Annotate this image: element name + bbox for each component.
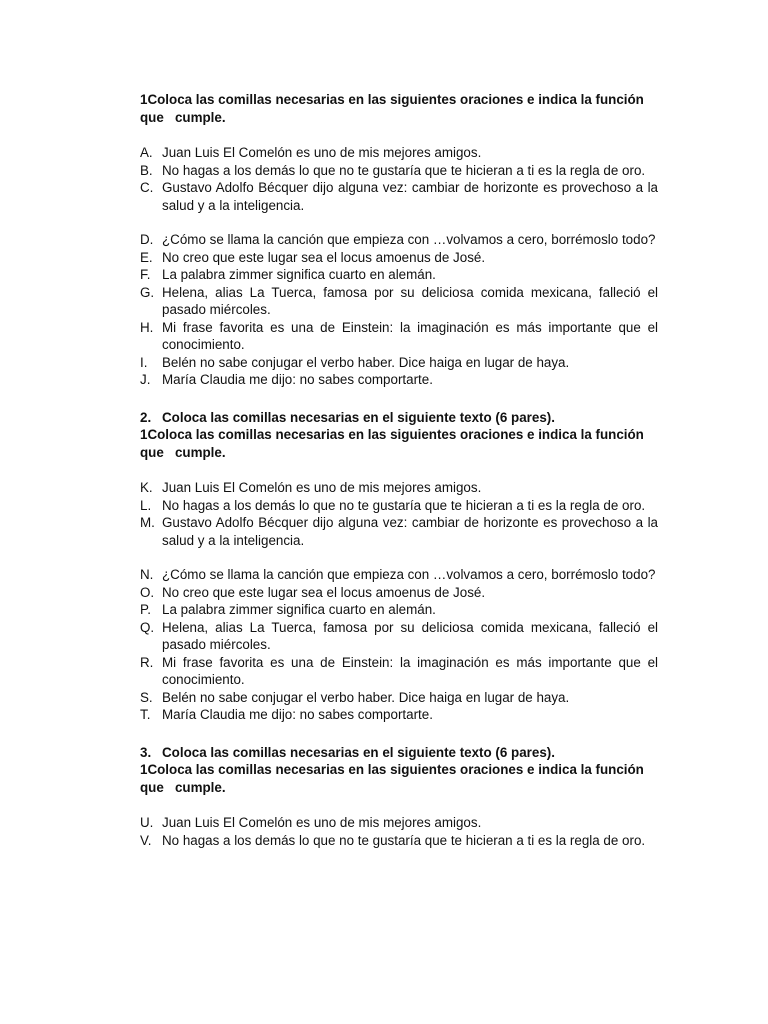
item-letter: D.: [140, 232, 154, 247]
exercise-heading: [140, 426, 658, 461]
exercise-section: [140, 91, 658, 409]
document-body: [140, 91, 658, 849]
item-text: No creo que este lugar sea el locus amoenus de José.: [162, 249, 486, 265]
spacer: [140, 126, 658, 144]
exercise-number: 3.: [140, 744, 152, 760]
item-text: María Claudia me dijo: no sabes comportarte.: [162, 372, 433, 387]
sentence-list: [140, 814, 658, 849]
item-letter: A.: [140, 145, 153, 160]
item-letter: R.: [140, 654, 154, 670]
exercise-heading: [140, 744, 658, 762]
sentence-item: [140, 619, 658, 654]
item-text: María Claudia me dijo: no sabes comportarte.: [162, 707, 433, 722]
spacer: [140, 549, 658, 566]
exercise-heading-text: Coloca las comillas necesarias en el siguiente texto (6 pares).: [162, 744, 555, 760]
item-letter: V.: [140, 832, 152, 848]
sentence-item: [140, 249, 658, 267]
item-letter: T.: [140, 707, 151, 722]
item-letter: H.: [140, 319, 154, 335]
item-text: Belén no sabe conjugar el verbo haber. Dice haiga en lugar de haya.: [162, 689, 570, 705]
sentence-item: [140, 179, 658, 214]
item-letter: O.: [140, 584, 155, 600]
exercise-heading: [140, 761, 658, 796]
sentence-item: [140, 689, 658, 707]
item-letter: S.: [140, 689, 153, 705]
item-text: La palabra zimmer significa cuarto en alemán.: [162, 267, 436, 282]
item-letter: Q.: [140, 619, 155, 635]
sentence-list: [140, 144, 658, 214]
item-text: No hagas a los demás lo que no te gustaría que te hicieran a ti es la regla de oro.: [162, 162, 646, 178]
spacer: [140, 796, 658, 814]
item-text: La palabra zimmer significa cuarto en alemán.: [162, 602, 436, 617]
spacer: [140, 461, 658, 479]
section-spacer: [140, 724, 658, 744]
exercise-heading: [140, 409, 658, 427]
sentence-item: [140, 706, 658, 724]
item-text: Juan Luis El Comelón es uno de mis mejores amigos.: [162, 480, 482, 495]
item-letter: C.: [140, 180, 154, 195]
sentence-item: [140, 584, 658, 602]
item-letter: I.: [140, 354, 148, 370]
item-text: No hagas a los demás lo que no te gustaría que te hicieran a ti es la regla de oro.: [162, 497, 646, 513]
sentence-item: [140, 479, 658, 497]
sentence-item: [140, 144, 658, 162]
exercise-heading-text: 1Coloca las comillas necesarias en las siguientes oraciones e indica la función que cumple.: [140, 762, 648, 795]
item-text: Helena, alias La Tuerca, famosa por su deliciosa comida mexicana, falleció el pasado miércoles.: [162, 619, 658, 652]
spacer: [140, 214, 658, 231]
item-letter: B.: [140, 162, 153, 178]
exercise-section: [140, 744, 658, 850]
sentence-item: [140, 832, 658, 850]
item-letter: F.: [140, 267, 151, 282]
item-letter: N.: [140, 567, 154, 582]
item-letter: P.: [140, 602, 151, 617]
sentence-item: [140, 284, 658, 319]
item-text: Mi frase favorita es una de Einstein: la imaginación es más importante que el conocimiento.: [162, 654, 658, 687]
item-letter: M.: [140, 515, 155, 530]
sentence-item: [140, 497, 658, 515]
sentence-item: [140, 514, 658, 549]
item-text: No creo que este lugar sea el locus amoenus de José.: [162, 584, 486, 600]
sentence-item: [140, 654, 658, 689]
item-text: Belén no sabe conjugar el verbo haber. Dice haiga en lugar de haya.: [162, 354, 570, 370]
sentence-item: [140, 162, 658, 180]
exercise-heading-text: 1Coloca las comillas necesarias en las siguientes oraciones e indica la función que cumple.: [140, 92, 648, 125]
exercise-heading-text: 1Coloca las comillas necesarias en las siguientes oraciones e indica la función que cumple.: [140, 427, 648, 460]
sentence-item: [140, 601, 658, 619]
item-letter: G.: [140, 284, 155, 300]
sentence-list: [140, 479, 658, 549]
section-spacer: [140, 389, 658, 409]
item-text: Gustavo Adolfo Bécquer dijo alguna vez: cambiar de horizonte es provechoso a la salud y a la inteligencia.: [162, 515, 658, 548]
sentence-item: [140, 319, 658, 354]
item-letter: J.: [140, 372, 151, 387]
exercise-section: [140, 409, 658, 744]
item-letter: K.: [140, 480, 153, 495]
item-text: Mi frase favorita es una de Einstein: la imaginación es más importante que el conocimiento.: [162, 319, 658, 352]
item-text: Juan Luis El Comelón es uno de mis mejores amigos.: [162, 815, 482, 830]
item-text: No hagas a los demás lo que no te gustaría que te hicieran a ti es la regla de oro.: [162, 832, 646, 848]
sentence-item: [140, 566, 658, 584]
item-text: Juan Luis El Comelón es uno de mis mejores amigos.: [162, 145, 482, 160]
item-letter: E.: [140, 249, 153, 265]
sentence-list: [140, 231, 658, 389]
sentence-item: [140, 231, 658, 249]
exercise-heading: [140, 91, 658, 126]
exercise-heading-text: Coloca las comillas necesarias en el siguiente texto (6 pares).: [162, 409, 555, 425]
sentence-item: [140, 266, 658, 284]
item-text: Gustavo Adolfo Bécquer dijo alguna vez: cambiar de horizonte es provechoso a la salud y a la inteligencia.: [162, 180, 658, 213]
exercise-number: 2.: [140, 409, 152, 425]
item-letter: U.: [140, 815, 154, 830]
sentence-item: [140, 371, 658, 389]
sentence-item: [140, 814, 658, 832]
sentence-list: [140, 566, 658, 724]
item-text: ¿Cómo se llama la canción que empieza con …volvamos a cero, borrémoslo todo?: [162, 567, 656, 582]
item-text: ¿Cómo se llama la canción que empieza con …volvamos a cero, borrémoslo todo?: [162, 232, 656, 247]
sentence-item: [140, 354, 658, 372]
item-letter: L.: [140, 497, 152, 513]
item-text: Helena, alias La Tuerca, famosa por su deliciosa comida mexicana, falleció el pasado miércoles.: [162, 284, 658, 317]
